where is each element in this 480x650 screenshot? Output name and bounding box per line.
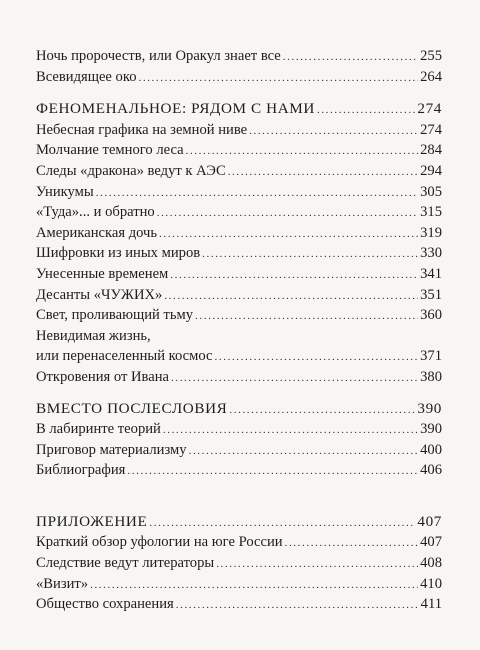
dot-leader: [216, 554, 418, 575]
toc-entry: [36, 223, 442, 244]
dot-leader: [189, 441, 419, 462]
toc-entry-page: 264: [420, 68, 442, 85]
toc-entry: [36, 202, 442, 223]
dot-leader: [163, 420, 418, 441]
toc-entry-page: 390: [420, 421, 442, 438]
toc-entry: [36, 553, 442, 574]
toc-entry-line: [36, 326, 442, 347]
dot-leader: [164, 286, 418, 307]
toc-entry: [36, 67, 442, 88]
dot-leader: [149, 513, 415, 534]
toc-entry-page: 274: [420, 121, 442, 138]
toc-entry-title: Краткий обзор уфологии на юге России: [36, 534, 283, 551]
toc-entry-title: Шифровки из иных миров: [36, 245, 201, 262]
toc-entry: [36, 264, 442, 285]
toc-entry-page: 371: [420, 348, 442, 365]
dot-leader: [159, 224, 418, 245]
dot-leader: [186, 141, 419, 162]
toc-entry-page: 407: [420, 534, 442, 551]
toc-entry-page: 408: [420, 555, 442, 572]
dot-leader: [195, 306, 418, 327]
toc-entry-title: Общество сохранения: [36, 596, 174, 613]
toc-entry-page: 319: [420, 224, 442, 241]
dot-leader: [215, 347, 419, 368]
toc-entry: [36, 120, 442, 141]
dot-leader: [249, 121, 418, 142]
dot-leader: [96, 183, 418, 204]
toc-entry-title: Уникумы: [36, 183, 94, 200]
toc-heading-title: ФЕНОМЕНАЛЬНОЕ: РЯДОМ С НАМИ: [36, 100, 315, 118]
dot-leader: [285, 533, 419, 554]
toc-entry-title: Свет, проливающий тьму: [36, 307, 194, 324]
toc-heading-page: 390: [417, 399, 442, 417]
dot-leader: [139, 68, 419, 89]
toc-entry-title: Невидимая жизнь,: [36, 327, 151, 344]
toc-entry-page: 330: [420, 245, 442, 262]
toc-section-heading: [36, 99, 442, 120]
toc-entry-title: В лабиринте теорий: [36, 421, 161, 438]
toc-entry-title: Американская дочь: [36, 224, 158, 241]
toc-entry-title: Ночь пророчеств, или Оракул знает все: [36, 48, 281, 64]
toc-entry: [36, 574, 442, 595]
toc-entry-page: 400: [420, 441, 442, 458]
toc-entry-title: Библиография: [36, 462, 126, 479]
toc-entry-title: «Визит»: [36, 575, 89, 592]
toc-entry-title: или перенаселенный космос: [36, 348, 213, 365]
dot-leader: [170, 265, 418, 286]
toc-section-heading: [36, 399, 442, 420]
toc-entry-title: Молчание темного леса: [36, 142, 184, 159]
toc-entry-title: «Туда»... и обратно: [36, 204, 155, 221]
dot-leader: [90, 575, 418, 596]
toc-entry: [36, 346, 442, 367]
dot-leader: [317, 100, 415, 121]
toc-section-heading: [36, 512, 442, 533]
toc-entry-title: Следы «дракона» ведут к АЭС: [36, 162, 226, 179]
toc-entry-page: 360: [420, 307, 442, 324]
dot-leader: [228, 162, 418, 183]
dot-leader: [127, 461, 418, 482]
toc-entry: [36, 460, 442, 481]
toc-heading-title: ВМЕСТО ПОСЛЕСЛОВИЯ: [36, 399, 228, 417]
toc-entry-page: 351: [420, 286, 442, 303]
toc-entry-title: Десанты «ЧУЖИХ»: [36, 286, 163, 303]
toc-heading-title: ПРИЛОЖЕНИЕ: [36, 512, 148, 530]
toc-entry: [36, 182, 442, 203]
toc-entry-page: 255: [420, 48, 442, 64]
toc-entry-page: 294: [420, 162, 442, 179]
toc-entry-title: Следствие ведут литераторы: [36, 555, 215, 572]
dot-leader: [171, 368, 418, 389]
toc-entry: [36, 594, 442, 615]
toc-entry: [36, 440, 442, 461]
dot-leader: [229, 400, 415, 421]
toc-entry-page: 411: [420, 596, 442, 613]
toc-entry: [36, 367, 442, 388]
dot-leader: [157, 203, 418, 224]
toc-entry: [36, 243, 442, 264]
toc-entry: [36, 285, 442, 306]
toc-entry: [36, 46, 442, 67]
toc-entry: [36, 532, 442, 553]
toc-entry-title: Всевидящее око: [36, 68, 137, 85]
dot-leader: [176, 595, 419, 616]
toc-entry: [36, 161, 442, 182]
toc-heading-page: 274: [417, 100, 442, 118]
toc-entry-title: Откровения от Ивана: [36, 368, 169, 385]
dot-leader: [202, 244, 418, 265]
toc-entry-page: 305: [420, 183, 442, 200]
toc-entry-page: 284: [420, 142, 442, 159]
toc-entry-page: 380: [420, 368, 442, 385]
toc-entry-title: Унесенные временем: [36, 265, 169, 282]
toc-entry: [36, 140, 442, 161]
toc-heading-page: 407: [417, 512, 442, 530]
toc-entry-page: 410: [420, 575, 442, 592]
toc-entry-page: 315: [420, 204, 442, 221]
toc-entry: [36, 419, 442, 440]
toc-entry-title: Приговор материализму: [36, 441, 187, 458]
toc-entry-page: 406: [420, 462, 442, 479]
toc-entry-page: 341: [420, 265, 442, 282]
table-of-contents: [36, 46, 442, 615]
toc-entry: [36, 305, 442, 326]
toc-entry-title: Небесная графика на земной ниве: [36, 121, 248, 138]
dot-leader: [283, 47, 418, 68]
